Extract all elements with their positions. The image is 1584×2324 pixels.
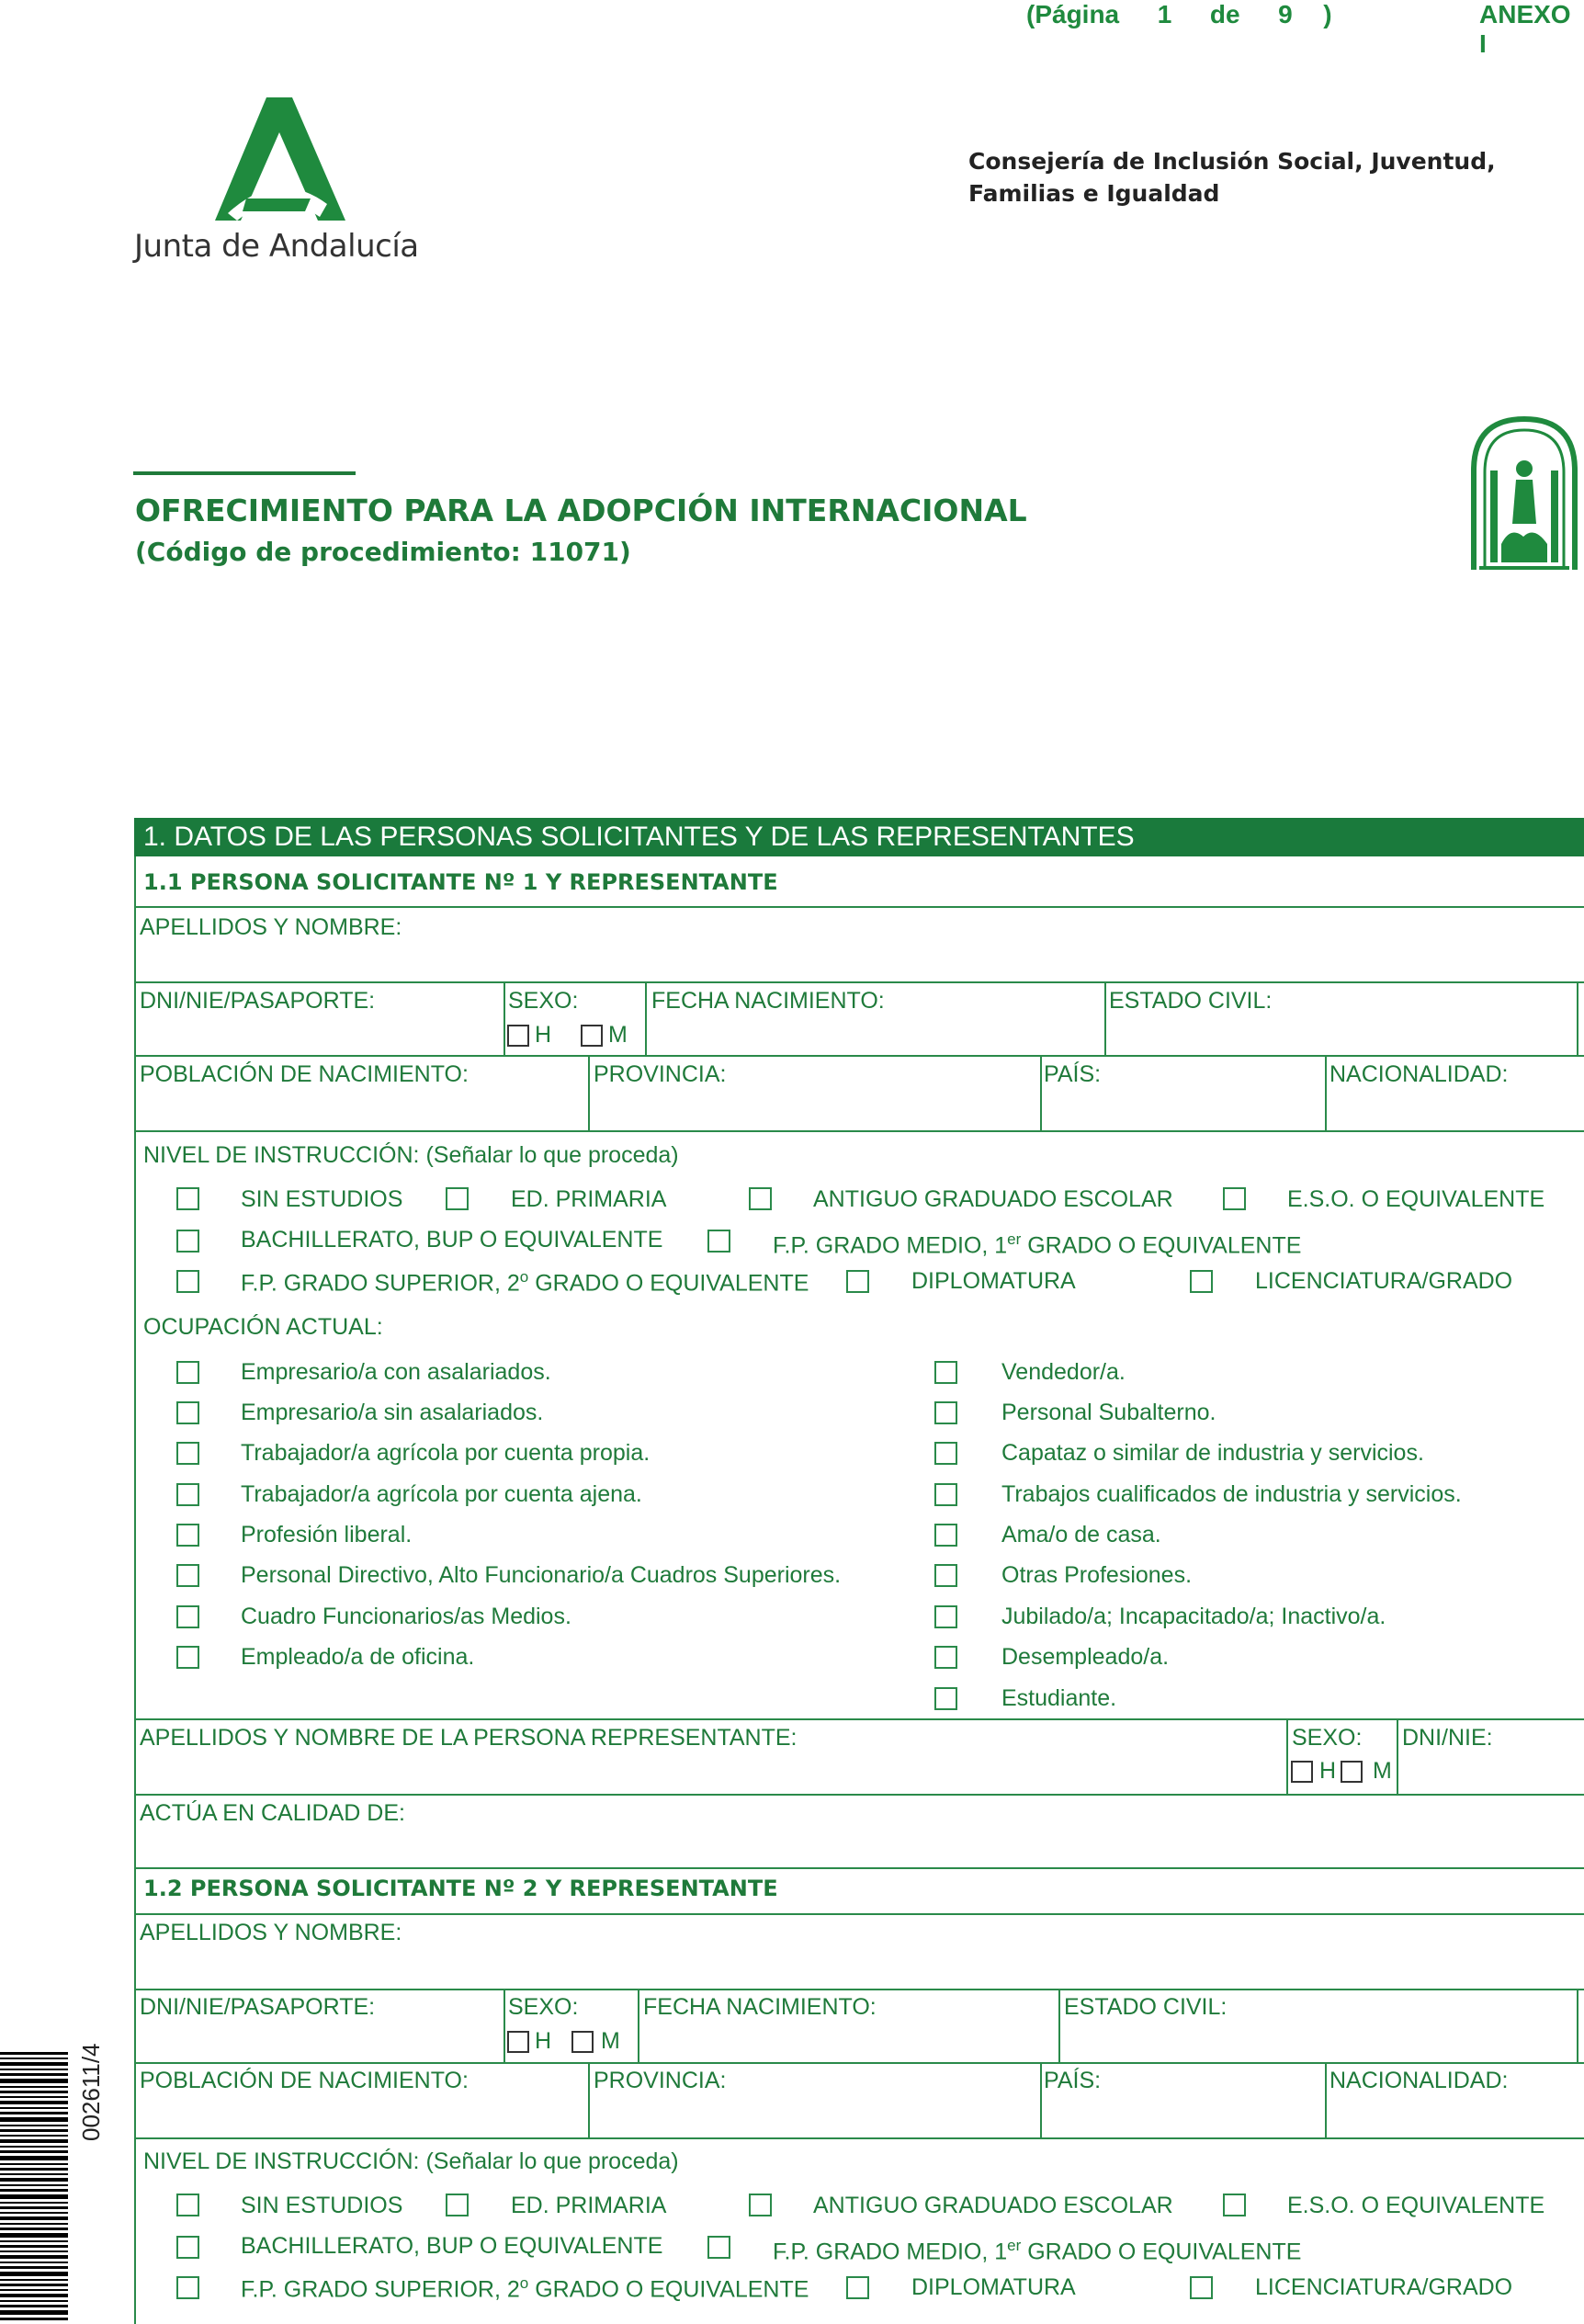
fp-medio-sup: er xyxy=(1007,1230,1022,1248)
p2-graduado-checkbox[interactable] xyxy=(749,2194,772,2216)
ocup-izq-label: Empresario/a con asalariados. xyxy=(241,1359,551,1385)
p2-pais-label: PAÍS: xyxy=(1044,2068,1102,2093)
ocup-izq-label: Trabajador/a agrícola por cuenta propia. xyxy=(241,1440,651,1466)
ocup-izq-checkbox[interactable] xyxy=(176,1401,199,1424)
ocup-izq-checkbox[interactable] xyxy=(176,1361,199,1384)
ocup-izq-checkbox[interactable] xyxy=(176,1483,199,1506)
p2-sin-estudios-label: SIN ESTUDIOS xyxy=(241,2193,403,2218)
ocup-izq-label: Cuadro Funcionarios/as Medios. xyxy=(241,1604,571,1629)
consejeria-line-2: Familias e Igualdad xyxy=(968,180,1220,207)
p1-ocupacion-label: OCUPACIÓN ACTUAL: xyxy=(143,1314,383,1340)
rep-sexo-h-checkbox[interactable] xyxy=(1291,1761,1313,1783)
p2-licenciatura-checkbox[interactable] xyxy=(1190,2276,1213,2299)
ocup-der-label: Otras Profesiones. xyxy=(1001,1562,1193,1588)
andalucia-emblem-icon xyxy=(1470,415,1578,572)
ocup-der-checkbox[interactable] xyxy=(934,1646,957,1669)
ocup-der-checkbox[interactable] xyxy=(934,1483,957,1506)
p2-fecha-field[interactable] xyxy=(643,2022,1057,2060)
p1-nivel-label: NIVEL DE INSTRUCCIÓN: (Señalar lo que proceda) xyxy=(143,1142,679,1168)
p1-dni-label: DNI/NIE/PASAPORTE: xyxy=(140,988,376,1014)
p2-sexo-m-label: M xyxy=(601,2028,620,2054)
ocup-izq-label: Personal Directivo, Alto Funcionario/a Cuadros Superiores. xyxy=(241,1562,842,1588)
page-de: de xyxy=(1209,0,1240,28)
fp-superior-text-b: GRADO O EQUIVALENTE xyxy=(528,1270,809,1297)
rep-apellidos-field[interactable] xyxy=(138,1752,1283,1790)
p2-licenciatura-label: LICENCIATURA/GRADO xyxy=(1255,2274,1513,2300)
divider xyxy=(134,1989,1584,1990)
fp-superior-sup: o xyxy=(519,1268,529,1286)
p2-bachillerato-checkbox[interactable] xyxy=(176,2236,199,2259)
ocup-der-label: Capataz o similar de industria y servicios. xyxy=(1001,1440,1424,1466)
rep-apellidos-label: APELLIDOS Y NOMBRE DE LA PERSONA REPRESENTANTE: xyxy=(140,1725,798,1751)
person-1-heading: 1.1 PERSONA SOLICITANTE Nº 1 Y REPRESENTANTE xyxy=(143,869,778,895)
p2-fp-superior-label xyxy=(241,2274,809,2303)
p2-eso-checkbox[interactable] xyxy=(1223,2194,1246,2216)
p1-apellidos-label: APELLIDOS Y NOMBRE: xyxy=(140,914,402,940)
p2-poblacion-field[interactable] xyxy=(138,2095,584,2134)
fp-medio-sup: er xyxy=(1007,2237,1022,2254)
divider xyxy=(503,981,505,1055)
p2-nivel-label: NIVEL DE INSTRUCCIÓN: (Señalar lo que proceda) xyxy=(143,2148,679,2174)
rep-sexo-m-checkbox[interactable] xyxy=(1341,1761,1363,1783)
consejeria-line-1: Consejería de Inclusión Social, Juventud, xyxy=(968,148,1496,175)
p1-diplomatura-label: DIPLOMATURA xyxy=(911,1268,1076,1294)
ocup-der-label: Jubilado/a; Incapacitado/a; Inactivo/a. xyxy=(1001,1604,1386,1629)
actua-field[interactable] xyxy=(138,1827,1580,1865)
fp-medio-text-a: F.P. GRADO MEDIO, 1 xyxy=(773,2239,1008,2265)
p1-fecha-field[interactable] xyxy=(649,1015,1101,1053)
p1-estado-label: ESTADO CIVIL: xyxy=(1109,988,1273,1014)
p2-provincia-field[interactable] xyxy=(592,2095,1038,2134)
actua-label: ACTÚA EN CALIDAD DE: xyxy=(140,1800,405,1826)
p2-dni-field[interactable] xyxy=(138,2022,500,2060)
p2-bachillerato-label: BACHILLERATO, BUP O EQUIVALENTE xyxy=(241,2233,663,2259)
p2-sexo-label: SEXO: xyxy=(508,1994,579,2020)
p1-nacionalidad-field[interactable] xyxy=(1329,1088,1580,1127)
page-number: 1 xyxy=(1157,0,1172,28)
p1-sexo-h-label: H xyxy=(535,1022,552,1048)
ocup-der-checkbox[interactable] xyxy=(934,1524,957,1547)
ocup-izq-label: Trabajador/a agrícola por cuenta ajena. xyxy=(241,1481,642,1507)
divider xyxy=(134,1718,1584,1720)
junta-logo-icon xyxy=(209,96,345,221)
fp-superior-sup: o xyxy=(519,2274,529,2292)
p1-bachillerato-checkbox[interactable] xyxy=(176,1230,199,1253)
barcode-icon xyxy=(0,2052,68,2324)
anexo-label: ANEXO I xyxy=(1479,0,1571,58)
divider xyxy=(134,981,1584,983)
p1-graduado-label: ANTIGUO GRADUADO ESCOLAR xyxy=(813,1186,1173,1212)
fp-medio-text-a: F.P. GRADO MEDIO, 1 xyxy=(773,1232,1008,1259)
p1-fp-superior-label xyxy=(241,1268,809,1297)
divider xyxy=(588,1055,590,1130)
p2-nacionalidad-field[interactable] xyxy=(1329,2095,1580,2134)
rep-sexo-h-label: H xyxy=(1319,1758,1337,1784)
section-1-heading: 1. DATOS DE LAS PERSONAS SOLICITANTES Y DE LAS REPRESENTANTES xyxy=(134,818,1584,856)
divider xyxy=(134,1055,1584,1057)
divider xyxy=(134,906,1584,908)
divider xyxy=(588,2062,590,2137)
p1-graduado-checkbox[interactable] xyxy=(749,1187,772,1210)
p1-fp-superior-checkbox[interactable] xyxy=(176,1270,199,1293)
divider xyxy=(503,1989,505,2062)
ocup-der-label: Desempleado/a. xyxy=(1001,1644,1170,1670)
divider xyxy=(134,1867,1584,1869)
ocup-izq-checkbox[interactable] xyxy=(176,1442,199,1465)
p2-fp-medio-label xyxy=(773,2237,1301,2265)
rep-dni-label: DNI/NIE: xyxy=(1402,1725,1493,1751)
divider xyxy=(134,1913,1584,1915)
p2-primaria-checkbox[interactable] xyxy=(446,2194,469,2216)
p2-nacionalidad-label: NACIONALIDAD: xyxy=(1329,2068,1509,2093)
ocup-der-label: Trabajos cualificados de industria y servicios. xyxy=(1001,1481,1462,1507)
divider xyxy=(1040,2062,1042,2137)
fp-superior-text-a: F.P. GRADO SUPERIOR, 2 xyxy=(241,1270,520,1297)
margin-code: 002611/4 xyxy=(77,2043,105,2141)
p2-fp-medio-checkbox[interactable] xyxy=(707,2236,730,2259)
page-counter xyxy=(1026,0,1332,29)
p1-licenciatura-checkbox[interactable] xyxy=(1190,1270,1213,1293)
p1-poblacion-label: POBLACIÓN DE NACIMIENTO: xyxy=(140,1061,469,1087)
divider xyxy=(1040,1055,1042,1130)
p2-apellidos-field[interactable] xyxy=(138,1946,1580,1985)
p2-dni-label: DNI/NIE/PASAPORTE: xyxy=(140,1994,376,2020)
consejeria xyxy=(968,145,1496,210)
p2-estado-label: ESTADO CIVIL: xyxy=(1064,1994,1228,2020)
p1-pais-label: PAÍS: xyxy=(1044,1061,1102,1087)
divider xyxy=(134,2137,1584,2139)
ocup-der-checkbox[interactable] xyxy=(934,1361,957,1384)
divider xyxy=(134,1130,1584,1132)
logo-text: Junta de Andalucía xyxy=(134,228,419,265)
p2-pais-field[interactable] xyxy=(1044,2095,1323,2134)
p2-sin-estudios-checkbox[interactable] xyxy=(176,2194,199,2216)
divider xyxy=(1058,1989,1060,2062)
p2-poblacion-label: POBLACIÓN DE NACIMIENTO: xyxy=(140,2068,469,2093)
ocup-der-checkbox[interactable] xyxy=(934,1687,957,1710)
ocup-der-checkbox[interactable] xyxy=(934,1605,957,1628)
p2-graduado-label: ANTIGUO GRADUADO ESCOLAR xyxy=(813,2193,1173,2218)
fp-superior-text-b: GRADO O EQUIVALENTE xyxy=(528,2276,809,2303)
p1-eso-label: E.S.O. O EQUIVALENTE xyxy=(1287,1186,1545,1212)
rep-dni-field[interactable] xyxy=(1402,1752,1580,1790)
ocup-der-checkbox[interactable] xyxy=(934,1401,957,1424)
p1-provincia-label: PROVINCIA: xyxy=(594,1061,727,1087)
page-title: OFRECIMIENTO PARA LA ADOPCIÓN INTERNACIONAL xyxy=(135,493,1027,528)
divider xyxy=(1286,1718,1288,1794)
divider xyxy=(1325,1055,1327,1130)
p2-diplomatura-checkbox[interactable] xyxy=(846,2276,869,2299)
p1-fecha-label: FECHA NACIMIENTO: xyxy=(651,988,885,1014)
divider xyxy=(638,1989,639,2062)
p1-provincia-field[interactable] xyxy=(592,1088,1038,1127)
p1-fp-medio-label xyxy=(773,1230,1301,1259)
p1-dni-field[interactable] xyxy=(138,1015,500,1053)
p1-licenciatura-label: LICENCIATURA/GRADO xyxy=(1255,1268,1513,1294)
rep-sexo-label: SEXO: xyxy=(1292,1725,1363,1751)
p2-fp-superior-checkbox[interactable] xyxy=(176,2276,199,2299)
p1-nacionalidad-label: NACIONALIDAD: xyxy=(1329,1061,1509,1087)
ocup-der-checkbox[interactable] xyxy=(934,1564,957,1587)
p1-primaria-label: ED. PRIMARIA xyxy=(511,1186,667,1212)
fp-medio-text-b: GRADO O EQUIVALENTE xyxy=(1021,2239,1302,2265)
ocup-izq-label: Empresario/a sin asalariados. xyxy=(241,1400,544,1425)
p2-sexo-m-checkbox[interactable] xyxy=(571,2031,594,2053)
ocup-der-checkbox[interactable] xyxy=(934,1442,957,1465)
divider xyxy=(1577,981,1578,1055)
p2-primaria-label: ED. PRIMARIA xyxy=(511,2193,667,2218)
divider xyxy=(1577,1989,1578,2062)
p1-sexo-m-label: M xyxy=(608,1022,628,1048)
p1-sin-estudios-checkbox[interactable] xyxy=(176,1187,199,1210)
p1-fp-medio-checkbox[interactable] xyxy=(707,1230,730,1253)
ocup-izq-label: Empleado/a de oficina. xyxy=(241,1644,475,1670)
procedure-code: (Código de procedimiento: 11071) xyxy=(135,537,631,567)
divider xyxy=(645,981,647,1055)
divider xyxy=(1325,2062,1327,2137)
p1-bachillerato-label: BACHILLERATO, BUP O EQUIVALENTE xyxy=(241,1227,663,1253)
p1-sexo-label: SEXO: xyxy=(508,988,579,1014)
p2-eso-label: E.S.O. O EQUIVALENTE xyxy=(1287,2193,1545,2218)
p2-apellidos-label: APELLIDOS Y NOMBRE: xyxy=(140,1920,402,1945)
ocup-der-label: Estudiante. xyxy=(1001,1685,1117,1711)
p1-apellidos-field[interactable] xyxy=(138,943,1580,980)
page-open: (Página xyxy=(1026,0,1120,28)
divider xyxy=(134,1794,1584,1796)
ocup-izq-checkbox[interactable] xyxy=(176,1524,199,1547)
ocup-izq-checkbox[interactable] xyxy=(176,1646,199,1669)
divider xyxy=(1397,1718,1398,1794)
ocup-der-label: Personal Subalterno. xyxy=(1001,1400,1216,1425)
divider xyxy=(1104,981,1106,1055)
p1-diplomatura-checkbox[interactable] xyxy=(846,1270,869,1293)
page-close: ) xyxy=(1323,0,1332,28)
ocup-der-label: Vendedor/a. xyxy=(1001,1359,1126,1385)
p1-pais-field[interactable] xyxy=(1044,1088,1323,1127)
p1-sexo-m-checkbox[interactable] xyxy=(581,1025,603,1047)
ocup-der-label: Ama/o de casa. xyxy=(1001,1522,1161,1547)
p2-estado-field[interactable] xyxy=(1064,2022,1577,2060)
rep-sexo-m-label: M xyxy=(1373,1758,1392,1784)
p2-diplomatura-label: DIPLOMATURA xyxy=(911,2274,1076,2300)
ocup-izq-label: Profesión liberal. xyxy=(241,1522,413,1547)
p1-sin-estudios-label: SIN ESTUDIOS xyxy=(241,1186,403,1212)
p1-eso-checkbox[interactable] xyxy=(1223,1187,1246,1210)
p1-estado-field[interactable] xyxy=(1108,1015,1577,1053)
p2-provincia-label: PROVINCIA: xyxy=(594,2068,727,2093)
ocup-izq-checkbox[interactable] xyxy=(176,1605,199,1628)
divider xyxy=(134,2062,1584,2064)
p1-poblacion-field[interactable] xyxy=(138,1088,584,1127)
fp-medio-text-b: GRADO O EQUIVALENTE xyxy=(1021,1232,1302,1259)
ocup-izq-checkbox[interactable] xyxy=(176,1564,199,1587)
page-total: 9 xyxy=(1278,0,1293,28)
person-2-heading: 1.2 PERSONA SOLICITANTE Nº 2 Y REPRESENTANTE xyxy=(143,1876,778,1901)
p2-sexo-h-checkbox[interactable] xyxy=(507,2031,529,2053)
fp-superior-text-a: F.P. GRADO SUPERIOR, 2 xyxy=(241,2276,520,2303)
p2-sexo-h-label: H xyxy=(535,2028,552,2054)
p1-primaria-checkbox[interactable] xyxy=(446,1187,469,1210)
p1-sexo-h-checkbox[interactable] xyxy=(507,1025,529,1047)
title-rule xyxy=(133,471,356,475)
p2-fecha-label: FECHA NACIMIENTO: xyxy=(643,1994,877,2020)
